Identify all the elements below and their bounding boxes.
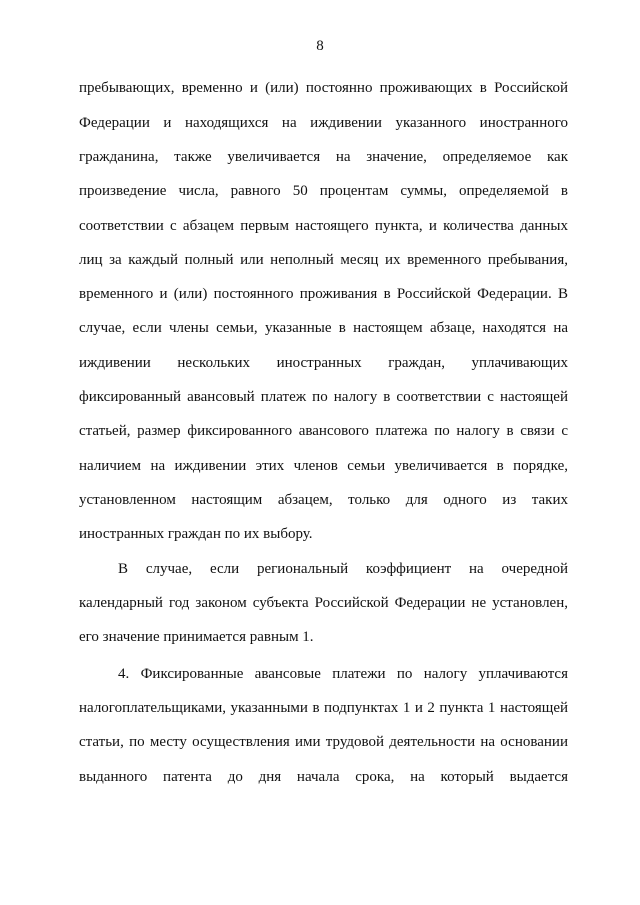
text-line: фиксированный авансовый платеж по налогу в соответствии с настоящей: [79, 389, 568, 405]
text-line: соответствии с абзацем первым настоящего пункта, и количества данных: [79, 218, 568, 234]
text-line: статьи, по месту осуществления ими трудовой деятельности на основании: [79, 734, 568, 750]
text-line: его значение принимается равным 1.: [79, 629, 314, 645]
text-line: установленном настоящим абзацем, только для одного из таких: [79, 492, 568, 508]
text-line: лиц за каждый полный или неполный месяц их временного пребывания,: [79, 252, 568, 268]
text-line: Федерации и находящихся на иждивении указанного иностранного: [79, 115, 568, 131]
text-line: статьей, размер фиксированного авансового платежа по налогу в связи с: [79, 423, 568, 439]
text-line: гражданина, также увеличивается на значение, определяемое как: [79, 149, 568, 165]
text-line: налогоплательщиками, указанными в подпунктах 1 и 2 пункта 1 настоящей: [79, 700, 568, 716]
text-line: пребывающих, временно и (или) постоянно проживающих в Российской: [79, 80, 568, 96]
paragraph-first-line: 4. Фиксированные авансовые платежи по налогу уплачиваются: [118, 666, 568, 682]
text-line: выданного патента до дня начала срока, на который выдается: [79, 769, 568, 785]
text-line: временного и (или) постоянного проживания в Российской Федерации. В: [79, 286, 568, 302]
text-line: календарный год законом субъекта Российской Федерации не установлен,: [79, 595, 568, 611]
text-line: случае, если члены семьи, указанные в настоящем абзаце, находятся на: [79, 320, 568, 336]
text-line: произведение числа, равного 50 процентам суммы, определяемой в: [79, 183, 568, 199]
text-line: иностранных граждан по их выбору.: [79, 526, 313, 542]
paragraph-first-line: В случае, если региональный коэффициент на очередной: [118, 561, 568, 577]
page-number: 8: [316, 38, 324, 54]
text-line: иждивении нескольких иностранных граждан, уплачивающих: [79, 355, 568, 371]
text-line: наличием на иждивении этих членов семьи увеличивается в порядке,: [79, 458, 568, 474]
